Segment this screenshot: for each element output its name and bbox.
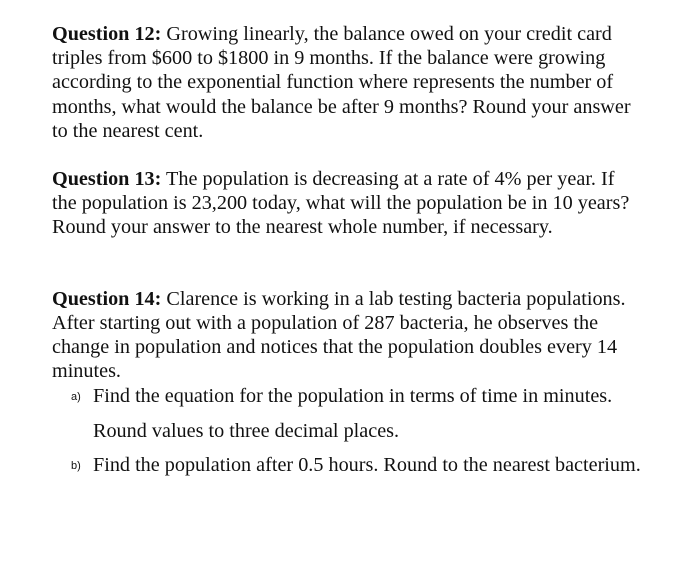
part-a-marker: a) [71,391,81,404]
part-b-text: Find the population after 0.5 hours. Round to the nearest bacterium. [93,453,641,476]
part-b-marker: b) [71,459,81,472]
question-12 [52,22,642,143]
question-14-label: Question 14: [52,287,162,310]
question-13-label: Question 13: [52,168,162,191]
question-13 [52,167,642,240]
part-a-rounding-note: Round values to three decimal places. [93,419,400,442]
part-a-text: Find the equation for the population in terms of time in minutes. [93,385,613,408]
question-14-text: Clarence is working in a lab testing bacteria populations. After starting out with a population of 287 bacteria, he observes the change in population and notices that the population doubles every 14 minutes. [52,287,626,383]
question-13-text: The population is decreasing at a rate of 4% per year. If the population is 23,200 today, what will the population be in 10 years? Round your answer to the nearest whole number, if necessary. [52,168,630,239]
worksheet [52,22,642,477]
question-12-text: Growing linearly, the balance owed on your credit card triples from $600 to $1800 in 9 months. If the balance were growing according to the exponential function where represents the number of months, what would the balance be after 9 months? Round your answer to the nearest cent. [52,23,631,142]
question-14-stem [52,287,642,384]
question-12-label: Question 12: [52,23,162,45]
question-14 [52,287,642,477]
part-b [52,453,642,477]
part-a [52,384,642,408]
